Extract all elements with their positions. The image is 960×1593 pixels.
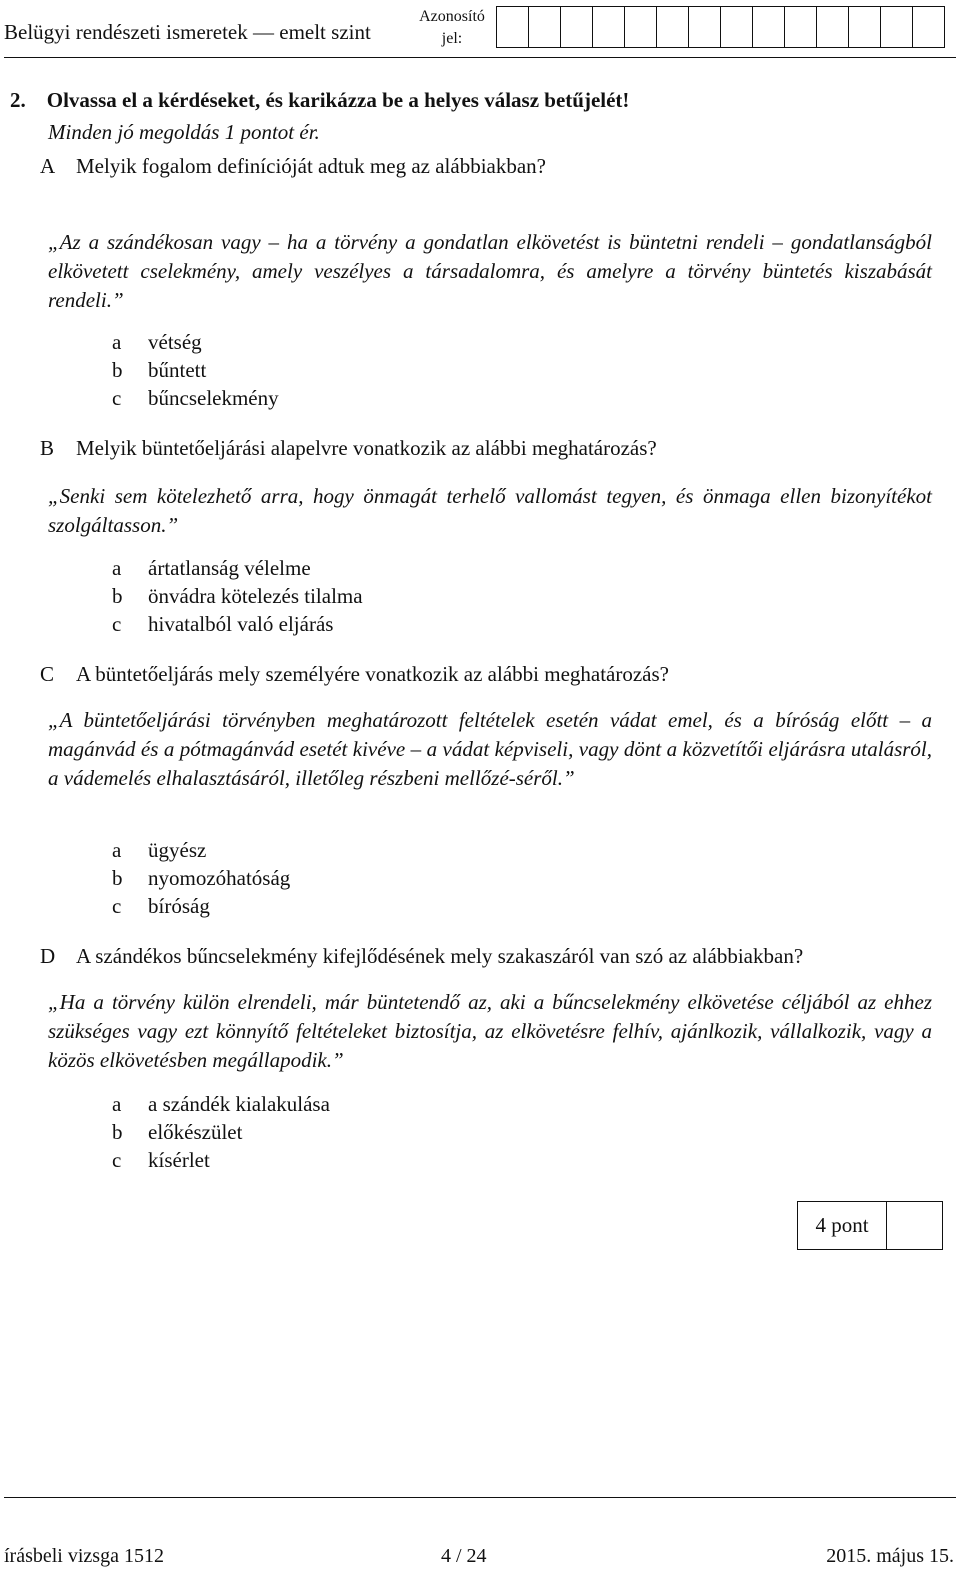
option-d-a[interactable] bbox=[112, 1092, 330, 1117]
option-letter: a bbox=[112, 330, 122, 354]
option-text: ártatlanság vélelme bbox=[148, 556, 311, 580]
score-box bbox=[797, 1201, 943, 1250]
question-text: A büntetőeljárás mely személyére vonatkozik az alábbi meghatározás? bbox=[76, 662, 669, 686]
option-a-a[interactable] bbox=[112, 330, 202, 355]
option-c-a[interactable] bbox=[112, 838, 206, 863]
question-letter: B bbox=[40, 436, 55, 460]
task-subheading: Minden jó megoldás 1 pontot ér. bbox=[48, 120, 320, 144]
id-code-box[interactable] bbox=[721, 6, 753, 48]
option-letter: b bbox=[112, 584, 123, 608]
option-d-c[interactable] bbox=[112, 1148, 210, 1173]
id-code-box[interactable] bbox=[689, 6, 721, 48]
option-letter: c bbox=[112, 1148, 122, 1172]
question-text: Melyik fogalom definícióját adtuk meg az alábbiakban? bbox=[76, 154, 546, 178]
option-letter: b bbox=[112, 358, 123, 382]
footer-page-number: 4 / 24 bbox=[441, 1545, 487, 1567]
question-a-quote: „Az a szándékosan vagy – ha a törvény a gondatlan elkövetést is büntetni rendeli – gondatlanságból elkövetett cselekmény, amely veszélyes a társadalomra, és amelyre a törvény büntetés kiszabását rendeli.” bbox=[48, 230, 932, 312]
id-code-box[interactable] bbox=[561, 6, 593, 48]
option-letter: c bbox=[112, 894, 122, 918]
footer-exam-code: írásbeli vizsga 1512 bbox=[4, 1545, 164, 1567]
id-code-box[interactable] bbox=[881, 6, 913, 48]
id-code-box[interactable] bbox=[497, 6, 529, 48]
id-code-box[interactable] bbox=[849, 6, 881, 48]
option-text: vétség bbox=[148, 330, 202, 354]
option-c-c[interactable] bbox=[112, 894, 210, 919]
id-code-boxes bbox=[496, 6, 945, 48]
id-code-box[interactable] bbox=[657, 6, 689, 48]
question-c-quote: „A büntetőeljárási törvényben meghatározott feltételek esetén vádat emel, és a bíróság előtt – a magánvád és a pótmagánvád esetét kivéve – a vádat képviseli, vagy dönt a közvetítői eljárásra utalásról, a vádemelés elhalasztásáról, illetőleg részbeni mellőzé-séről.” bbox=[48, 708, 932, 790]
id-label-line2: jel: bbox=[441, 30, 463, 47]
id-code-box[interactable] bbox=[817, 6, 849, 48]
header-divider bbox=[4, 57, 956, 58]
option-text: előkészület bbox=[148, 1120, 243, 1144]
option-text: hivatalból való eljárás bbox=[148, 612, 334, 636]
page-header-title: Belügyi rendészeti ismeretek — emelt szint bbox=[4, 20, 371, 44]
question-b-prompt bbox=[40, 436, 657, 461]
question-letter: A bbox=[40, 154, 56, 178]
id-code-box[interactable] bbox=[593, 6, 625, 48]
question-letter: C bbox=[40, 662, 55, 686]
question-a-prompt bbox=[40, 154, 546, 179]
option-d-b[interactable] bbox=[112, 1120, 242, 1145]
option-letter: b bbox=[112, 1120, 123, 1144]
option-c-b[interactable] bbox=[112, 866, 290, 891]
option-text: kísérlet bbox=[148, 1148, 210, 1172]
footer-date: 2015. május 15. bbox=[826, 1545, 954, 1567]
question-d-quote: „Ha a törvény külön elrendeli, már büntetendő az, aki a bűncselekmény elkövetése céljából az ehhez szükséges vagy ezt könnyítő feltételeket biztosítja, az elkövetésre felhív, ajánlkozik, vállalkozik, vagy a közös elkövetésben megállapodik.” bbox=[48, 990, 932, 1072]
option-letter: a bbox=[112, 1092, 122, 1116]
option-letter: b bbox=[112, 866, 123, 890]
id-label bbox=[412, 6, 492, 50]
question-d-prompt bbox=[40, 944, 803, 969]
id-label-line1: Azonosító bbox=[419, 8, 485, 25]
option-a-c[interactable] bbox=[112, 386, 279, 411]
option-text: ügyész bbox=[148, 838, 207, 862]
option-text: bíróság bbox=[148, 894, 210, 918]
question-c-prompt bbox=[40, 662, 669, 687]
footer-divider bbox=[4, 1497, 956, 1498]
task-heading: 2. Olvassa el a kérdéseket, és karikázza be a helyes válasz betűjelét! bbox=[10, 88, 630, 112]
option-text: nyomozóhatóság bbox=[148, 866, 291, 890]
question-text: Melyik büntetőeljárási alapelvre vonatkozik az alábbi meghatározás? bbox=[76, 436, 657, 460]
id-code-box[interactable] bbox=[913, 6, 945, 48]
question-text: A szándékos bűncselekmény kifejlődésének mely szakaszáról van szó az alábbiakban? bbox=[76, 944, 804, 968]
id-code-box[interactable] bbox=[753, 6, 785, 48]
option-letter: c bbox=[112, 386, 122, 410]
id-code-box[interactable] bbox=[529, 6, 561, 48]
option-a-b[interactable] bbox=[112, 358, 206, 383]
id-code-box[interactable] bbox=[625, 6, 657, 48]
option-b-a[interactable] bbox=[112, 556, 311, 581]
option-letter: a bbox=[112, 556, 122, 580]
option-letter: a bbox=[112, 838, 122, 862]
option-text: a szándék kialakulása bbox=[148, 1092, 330, 1116]
score-label: 4 pont bbox=[798, 1202, 887, 1249]
option-b-b[interactable] bbox=[112, 584, 363, 609]
score-entry-field[interactable] bbox=[887, 1202, 942, 1249]
option-b-c[interactable] bbox=[112, 612, 333, 637]
question-b-quote: „Senki sem kötelezhető arra, hogy önmagát terhelő vallomást tegyen, és önmaga ellen bizonyítékot szolgáltasson.” bbox=[48, 484, 932, 537]
option-letter: c bbox=[112, 612, 122, 636]
option-text: bűncselekmény bbox=[148, 386, 279, 410]
option-text: önvádra kötelezés tilalma bbox=[148, 584, 363, 608]
option-text: bűntett bbox=[148, 358, 207, 382]
question-letter: D bbox=[40, 944, 56, 968]
id-code-box[interactable] bbox=[785, 6, 817, 48]
